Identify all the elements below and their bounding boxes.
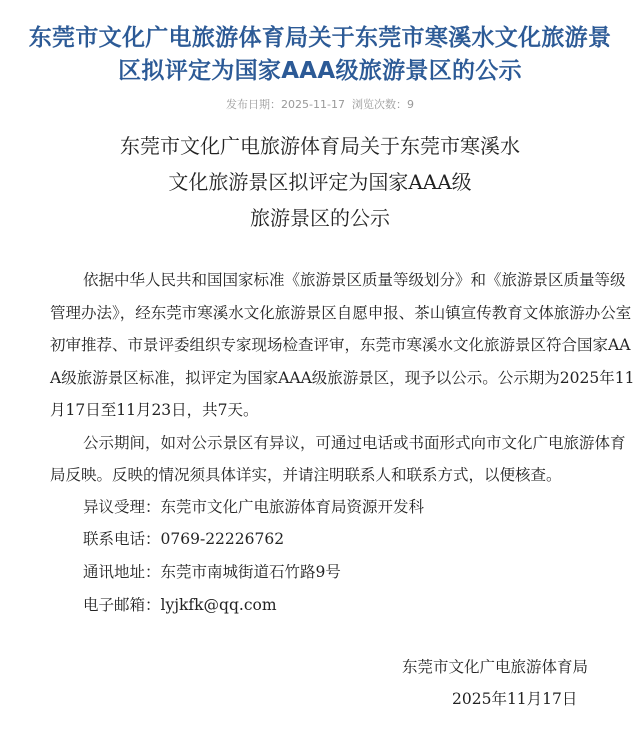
paragraph-1-line: 管理办法》，经东莞市寒溪水文化旅游景区自愿申报、茶山镇宣传教育文体旅游办公室	[50, 304, 632, 322]
publish-date-label: 发布日期：	[226, 98, 282, 111]
views-count: 9	[406, 98, 414, 111]
paragraph-1-line: 月17日至11月23日，共7天。	[50, 401, 259, 419]
contact-value: lyjkfk@qq.com	[160, 596, 277, 614]
article-meta	[0, 96, 640, 112]
page-title-line-1: 东莞市文化广电旅游体育局关于东莞市寒溪水文化旅游景	[28, 25, 612, 51]
publish-date: 2025-11-17	[281, 98, 345, 111]
contact-value: 0769-22226762	[160, 530, 285, 548]
signature-date: 2025年11月17日	[452, 690, 578, 708]
paragraph-1-line: 依据中华人民共和国国家标准《旅游景区质量等级划分》和《旅游景区质量等级	[83, 271, 626, 289]
paragraph-1-line: A级旅游景区标准，拟评定为国家AAA级旅游景区，现予以公示。公示期为2025年11	[50, 369, 635, 387]
contact-label: 联系电话：	[83, 530, 161, 548]
subtitle-line-1: 东莞市文化广电旅游体育局关于东莞市寒溪水	[120, 134, 520, 158]
contact-address	[83, 560, 640, 582]
contact-label: 异议受理：	[83, 498, 161, 516]
contact-phone	[83, 527, 640, 549]
contact-label: 通讯地址：	[83, 563, 161, 581]
contact-label: 电子邮箱：	[83, 596, 161, 614]
contact-value: 东莞市文化广电旅游体育局资源开发科	[160, 498, 425, 516]
paragraph-2-line: 局反映。反映的情况须具体详实，并请注明联系人和联系方式，以便核查。	[50, 466, 562, 484]
paragraph-1-line: 初审推荐、市景评委组织专家现场检查评审，东莞市寒溪水文化旅游景区符合国家AA	[50, 336, 631, 354]
contact-value: 东莞市南城街道石竹路9号	[160, 563, 341, 581]
signature-org: 东莞市文化广电旅游体育局	[402, 658, 589, 676]
views-label: 浏览次数：	[351, 98, 407, 111]
contact-email	[83, 593, 640, 615]
subtitle-line-3: 旅游景区的公示	[250, 206, 390, 230]
subtitle-line-2: 文化旅游景区拟评定为国家AAA级	[168, 170, 472, 194]
page-title-line-2: 区拟评定为国家AAA级旅游景区的公示	[118, 58, 522, 84]
contact-objection	[83, 495, 640, 517]
paragraph-2-line: 公示期间，如对公示景区有异议，可通过电话或书面形式向市文化广电旅游体育	[83, 434, 626, 452]
